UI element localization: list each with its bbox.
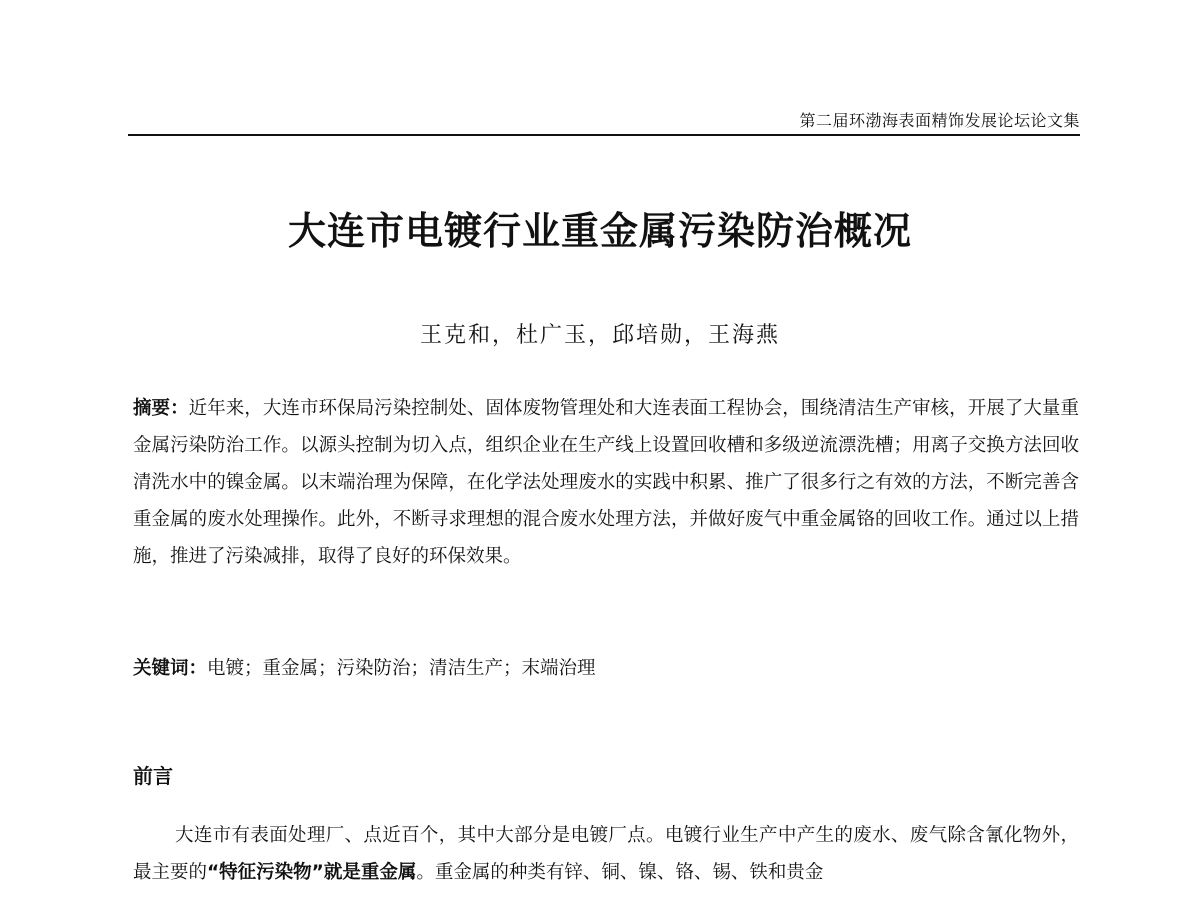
intro-text-part2: 。重金属的种类有锌、铜、镍、铬、锡、铁和贵金 <box>416 862 824 883</box>
keywords-label: 关键词： <box>133 658 208 679</box>
abstract-label: 摘要： <box>133 398 189 419</box>
abstract-paragraph <box>133 390 1079 575</box>
keywords-line <box>133 653 1079 685</box>
intro-text-part1: 大连市有表面处理厂、点近百个，其中大部分是电镀厂点。电镀行业生产中产生的废水、废气除含氰化物外，最主要的 <box>133 825 1079 883</box>
keywords-text: 电镀；重金属；污染防治；清洁生产；末端治理 <box>207 658 596 679</box>
running-header: 第二届环渤海表面精饰发展论坛论文集 <box>799 111 1080 130</box>
introduction-paragraph <box>133 817 1079 891</box>
author-list: 王克和，杜广玉，邱培勋，王海燕 <box>419 323 780 348</box>
intro-text-bold: “特征污染物”就是重金属 <box>207 862 417 883</box>
abstract-text: 近年来，大连市环保局污染控制处、固体废物管理处和大连表面工程协会，围绕清洁生产审核，开展了大量重金属污染防治工作。以源头控制为切入点，组织企业在生产线上设置回收槽和多级逆流漂洗槽；用离子交换方法回收清洗水中的镍金属。以末端治理为保障，在化学法处理废水的实践中积累、推广了很多行之有效的方法，不断完善含重金属的废水处理操作。此外，不断寻求理想的混合废水处理方法，并做好废气中重金属铬的回收工作。通过以上措施，推进了污染减排，取得了良好的环保效果。 <box>133 398 1079 567</box>
section-heading-introduction: 前言 <box>133 764 173 788</box>
header-divider <box>128 134 1080 136</box>
paper-title: 大连市电镀行业重金属污染防治概况 <box>287 209 912 253</box>
